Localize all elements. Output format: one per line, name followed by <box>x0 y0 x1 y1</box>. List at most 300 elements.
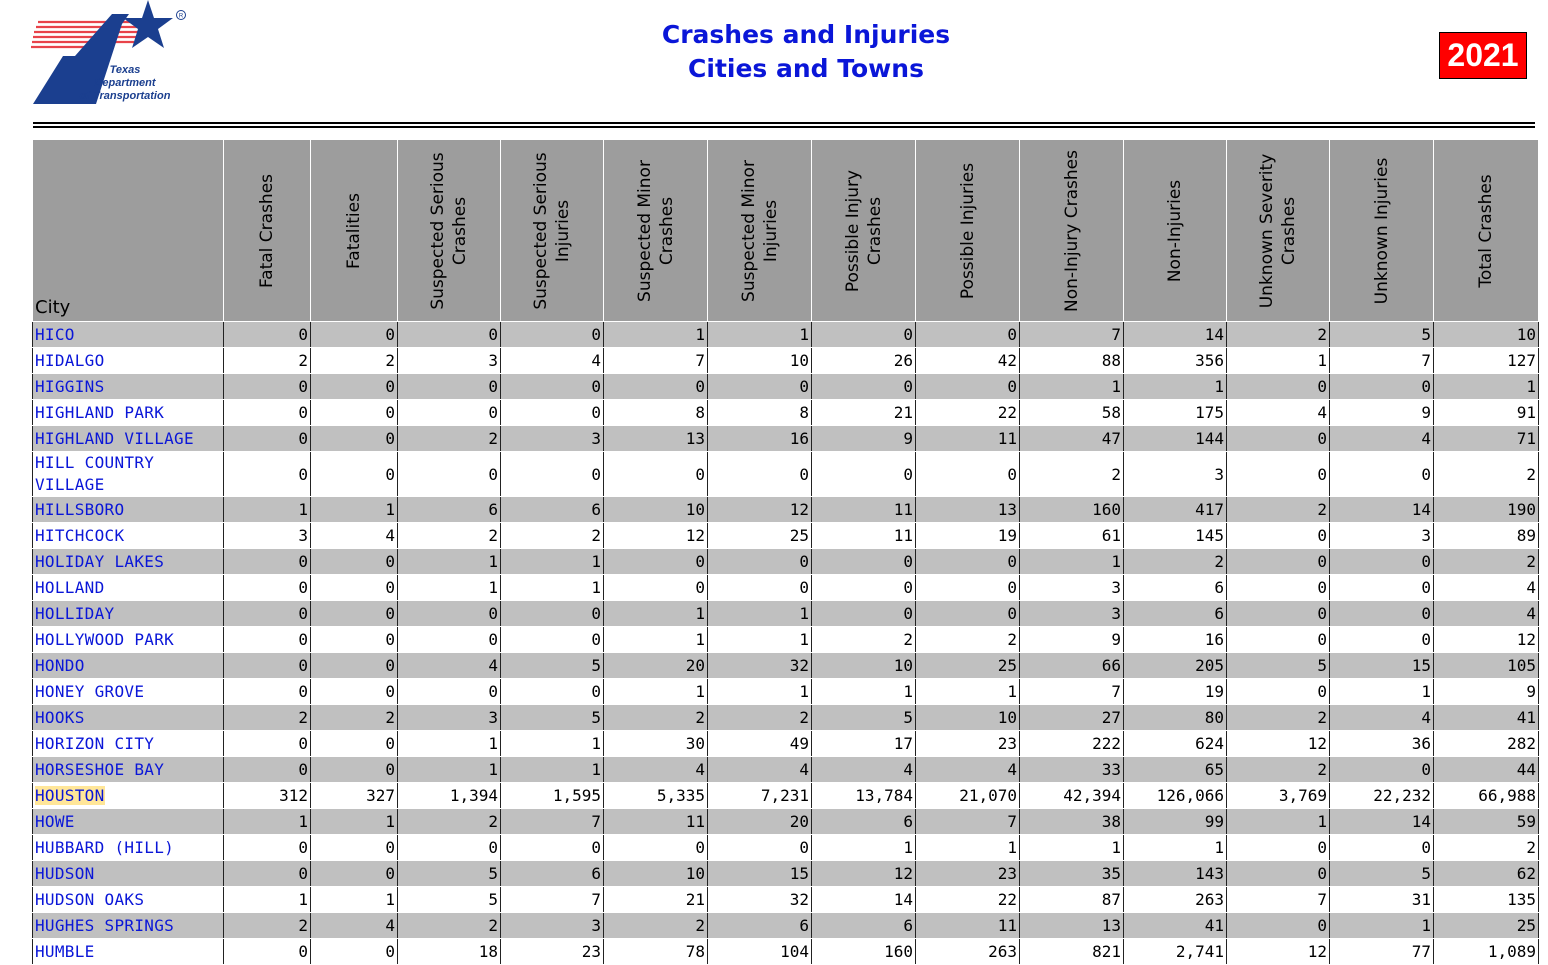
data-cell: 1 <box>812 835 916 861</box>
column-header-suspected-minor-injuries[interactable] <box>708 140 812 322</box>
data-cell: 624 <box>1124 731 1227 757</box>
data-cell: 2,741 <box>1124 939 1227 965</box>
city-link[interactable]: HUDSON OAKS <box>35 889 145 909</box>
data-cell: 0 <box>1330 374 1434 400</box>
data-cell: 1 <box>311 809 398 835</box>
column-header-label: Unknown Severity Crashes <box>1257 153 1299 308</box>
table-row <box>33 627 1539 653</box>
data-cell: 2 <box>1124 549 1227 575</box>
data-cell: 1 <box>1124 374 1227 400</box>
data-cell: 3,769 <box>1227 783 1330 809</box>
data-cell: 7 <box>604 348 708 374</box>
data-cell: 0 <box>501 627 604 653</box>
data-cell: 59 <box>1434 809 1539 835</box>
data-cell: 1 <box>224 809 311 835</box>
city-link[interactable]: HOLLYWOOD PARK <box>35 629 175 649</box>
data-cell: 42,394 <box>1020 783 1124 809</box>
data-cell: 5,335 <box>604 783 708 809</box>
data-cell: 105 <box>1434 653 1539 679</box>
data-cell: 61 <box>1020 523 1124 549</box>
data-cell: 23 <box>916 861 1020 887</box>
data-cell: 0 <box>501 679 604 705</box>
data-cell: 0 <box>812 601 916 627</box>
crash-data-table <box>32 140 1539 965</box>
data-cell: 9 <box>1020 627 1124 653</box>
table-row <box>33 400 1539 426</box>
table-row <box>33 757 1539 783</box>
data-cell: 0 <box>224 731 311 757</box>
column-header-label: Possible Injuries <box>957 162 978 299</box>
data-cell: 0 <box>398 400 501 426</box>
data-cell: 10 <box>604 497 708 523</box>
data-cell: 9 <box>1330 400 1434 426</box>
data-cell: 49 <box>708 731 812 757</box>
data-cell: 5 <box>501 653 604 679</box>
table-row <box>33 679 1539 705</box>
column-header-fatal-crashes[interactable] <box>224 140 311 322</box>
data-cell: 1 <box>398 549 501 575</box>
table-row <box>33 348 1539 374</box>
data-cell: 16 <box>708 426 812 452</box>
data-cell: 3 <box>501 426 604 452</box>
data-cell: 16 <box>1124 627 1227 653</box>
data-cell: 0 <box>1227 835 1330 861</box>
data-cell: 15 <box>1330 653 1434 679</box>
data-cell: 4 <box>1434 601 1539 627</box>
city-link[interactable]: HOOKS <box>35 707 85 727</box>
data-cell: 11 <box>604 809 708 835</box>
table-row <box>33 783 1539 809</box>
city-cell <box>33 913 224 939</box>
data-cell: 2 <box>1434 549 1539 575</box>
data-cell: 22,232 <box>1330 783 1434 809</box>
data-cell: 1 <box>708 322 812 348</box>
city-cell <box>33 705 224 731</box>
city-link[interactable]: HIGHLAND VILLAGE <box>35 428 194 448</box>
data-cell: 80 <box>1124 705 1227 731</box>
data-cell: 0 <box>1330 452 1434 497</box>
column-header-label: Fatal Crashes <box>257 173 277 288</box>
data-cell: 19 <box>1124 679 1227 705</box>
data-cell: 0 <box>311 627 398 653</box>
data-cell: 13 <box>604 426 708 452</box>
data-cell: 1 <box>398 757 501 783</box>
data-cell: 78 <box>604 939 708 965</box>
logo-line-2: Department <box>94 77 156 89</box>
data-cell: 10 <box>916 705 1020 731</box>
data-cell: 135 <box>1434 887 1539 913</box>
data-cell: 0 <box>224 939 311 965</box>
data-cell: 143 <box>1124 861 1227 887</box>
column-header-city[interactable]: City <box>33 140 224 322</box>
data-cell: 8 <box>604 400 708 426</box>
column-header-non-injuries[interactable] <box>1124 140 1227 322</box>
city-cell <box>33 731 224 757</box>
city-cell <box>33 835 224 861</box>
data-cell: 2 <box>1227 497 1330 523</box>
city-link[interactable]: HICO <box>35 324 75 344</box>
data-cell: 6 <box>1124 575 1227 601</box>
data-cell: 6 <box>812 913 916 939</box>
data-cell: 11 <box>916 913 1020 939</box>
data-cell: 0 <box>1227 601 1330 627</box>
column-header-label: Total Crashes <box>1476 173 1496 288</box>
data-cell: 0 <box>1227 627 1330 653</box>
data-cell: 4 <box>708 757 812 783</box>
column-header-unknown-injuries[interactable] <box>1330 140 1434 322</box>
data-cell: 2 <box>1434 835 1539 861</box>
column-header-label: Possible Injury Crashes <box>842 169 885 292</box>
data-cell: 4 <box>1227 400 1330 426</box>
data-cell: 205 <box>1124 653 1227 679</box>
data-cell: 22 <box>916 400 1020 426</box>
data-cell: 2 <box>604 705 708 731</box>
data-cell: 27 <box>1020 705 1124 731</box>
city-link[interactable]: HOLIDAY LAKES <box>35 551 165 571</box>
data-cell: 10 <box>604 861 708 887</box>
city-cell <box>33 783 224 809</box>
city-link[interactable]: HIDALGO <box>35 350 105 370</box>
data-cell: 2 <box>1020 452 1124 497</box>
svg-text:R: R <box>178 13 184 20</box>
column-header-label: Suspected Serious Injuries <box>531 151 573 310</box>
table-row <box>33 426 1539 452</box>
data-cell: 4 <box>311 523 398 549</box>
data-cell: 47 <box>1020 426 1124 452</box>
city-cell <box>33 452 224 497</box>
city-link[interactable]: HUDSON <box>35 863 95 883</box>
city-link[interactable]: HOLLAND <box>35 577 105 597</box>
column-header-suspected-serious-crashes[interactable] <box>398 140 501 322</box>
data-cell: 2 <box>224 348 311 374</box>
data-cell: 0 <box>311 400 398 426</box>
data-cell: 6 <box>501 497 604 523</box>
data-cell: 0 <box>311 653 398 679</box>
data-cell: 66 <box>1020 653 1124 679</box>
data-cell: 1 <box>311 887 398 913</box>
data-cell: 0 <box>1330 627 1434 653</box>
data-cell: 21,070 <box>916 783 1020 809</box>
data-cell: 0 <box>224 549 311 575</box>
city-link[interactable]: HUGHES SPRINGS <box>35 915 175 935</box>
data-cell: 0 <box>1227 861 1330 887</box>
data-cell: 12 <box>1227 731 1330 757</box>
header-divider-bottom <box>33 126 1535 128</box>
data-cell: 0 <box>1227 523 1330 549</box>
data-cell: 25 <box>1434 913 1539 939</box>
data-cell: 17 <box>812 731 916 757</box>
data-cell: 0 <box>1227 452 1330 497</box>
data-cell: 12 <box>1434 627 1539 653</box>
data-cell: 2 <box>812 627 916 653</box>
data-cell: 0 <box>1330 549 1434 575</box>
data-cell: 91 <box>1434 400 1539 426</box>
data-cell: 12 <box>708 497 812 523</box>
data-cell: 0 <box>311 549 398 575</box>
data-cell: 0 <box>501 322 604 348</box>
data-cell: 7 <box>501 887 604 913</box>
data-cell: 0 <box>398 322 501 348</box>
data-cell: 41 <box>1124 913 1227 939</box>
data-cell: 2 <box>501 523 604 549</box>
data-cell: 6 <box>708 913 812 939</box>
data-cell: 2 <box>224 705 311 731</box>
data-cell: 0 <box>1227 679 1330 705</box>
table-row <box>33 575 1539 601</box>
data-cell: 144 <box>1124 426 1227 452</box>
city-link[interactable]: HONEY GROVE <box>35 681 145 701</box>
data-cell: 77 <box>1330 939 1434 965</box>
data-cell: 160 <box>812 939 916 965</box>
city-link[interactable]: HIGHLAND PARK <box>35 402 165 422</box>
data-cell: 0 <box>224 575 311 601</box>
data-cell: 2 <box>1227 705 1330 731</box>
data-cell: 0 <box>311 374 398 400</box>
data-cell: 20 <box>708 809 812 835</box>
data-cell: 1 <box>1330 913 1434 939</box>
data-cell: 0 <box>224 653 311 679</box>
data-cell: 0 <box>224 322 311 348</box>
data-cell: 14 <box>812 887 916 913</box>
data-cell: 0 <box>604 452 708 497</box>
data-cell: 62 <box>1434 861 1539 887</box>
city-link[interactable]: HOLLIDAY <box>35 603 115 623</box>
data-cell: 2 <box>224 913 311 939</box>
data-cell: 0 <box>1227 913 1330 939</box>
data-cell: 7 <box>916 809 1020 835</box>
logo-text <box>70 64 180 103</box>
year-badge: 2021 <box>1439 32 1527 79</box>
data-cell: 0 <box>311 939 398 965</box>
data-cell: 0 <box>916 549 1020 575</box>
data-cell: 0 <box>501 374 604 400</box>
data-cell: 1 <box>1124 835 1227 861</box>
data-cell: 89 <box>1434 523 1539 549</box>
data-cell: 2 <box>398 426 501 452</box>
data-cell: 2 <box>311 705 398 731</box>
data-cell: 4 <box>1434 575 1539 601</box>
data-cell: 0 <box>604 575 708 601</box>
data-cell: 0 <box>224 426 311 452</box>
data-cell: 7 <box>1227 887 1330 913</box>
data-cell: 23 <box>916 731 1020 757</box>
data-cell: 5 <box>812 705 916 731</box>
data-cell: 88 <box>1020 348 1124 374</box>
data-cell: 14 <box>1124 322 1227 348</box>
data-cell: 21 <box>604 887 708 913</box>
header-divider-top <box>33 122 1535 124</box>
city-link[interactable]: HILLSBORO <box>35 499 125 519</box>
column-header-label: Suspected Minor Injuries <box>738 159 781 302</box>
data-cell: 2 <box>1227 757 1330 783</box>
city-link[interactable]: HUBBARD (HILL) <box>35 837 175 857</box>
data-cell: 6 <box>812 809 916 835</box>
data-cell: 36 <box>1330 731 1434 757</box>
column-header-label: Unknown Injuries <box>1371 157 1392 304</box>
data-cell: 0 <box>708 549 812 575</box>
data-cell: 35 <box>1020 861 1124 887</box>
data-cell: 12 <box>1227 939 1330 965</box>
data-cell: 222 <box>1020 731 1124 757</box>
data-cell: 6 <box>1124 601 1227 627</box>
data-cell: 14 <box>1330 497 1434 523</box>
data-cell: 58 <box>1020 400 1124 426</box>
table-row <box>33 601 1539 627</box>
data-cell: 0 <box>1227 374 1330 400</box>
data-cell: 104 <box>708 939 812 965</box>
data-cell: 0 <box>916 575 1020 601</box>
data-cell: 0 <box>311 757 398 783</box>
data-cell: 0 <box>311 452 398 497</box>
data-cell: 0 <box>1330 757 1434 783</box>
city-cell <box>33 679 224 705</box>
column-header-label: Suspected Minor Crashes <box>634 159 677 302</box>
data-cell: 0 <box>224 835 311 861</box>
data-cell: 5 <box>398 861 501 887</box>
table-row <box>33 939 1539 965</box>
data-cell: 0 <box>916 452 1020 497</box>
data-cell: 3 <box>1124 452 1227 497</box>
data-cell: 13,784 <box>812 783 916 809</box>
data-cell: 6 <box>501 861 604 887</box>
city-cell <box>33 549 224 575</box>
data-cell: 0 <box>311 426 398 452</box>
city-link[interactable]: HONDO <box>35 655 85 675</box>
city-cell <box>33 601 224 627</box>
data-cell: 0 <box>398 374 501 400</box>
data-cell: 22 <box>916 887 1020 913</box>
data-cell: 0 <box>501 601 604 627</box>
city-cell <box>33 348 224 374</box>
data-cell: 1 <box>501 549 604 575</box>
page-title <box>560 18 1052 86</box>
column-header-fatalities[interactable] <box>311 140 398 322</box>
column-header-possible-injuries[interactable] <box>916 140 1020 322</box>
data-cell: 0 <box>916 322 1020 348</box>
data-cell: 2 <box>1434 452 1539 497</box>
data-cell: 1 <box>1330 679 1434 705</box>
data-cell: 0 <box>398 835 501 861</box>
data-cell: 5 <box>1330 322 1434 348</box>
city-link[interactable]: HORSESHOE BAY <box>35 759 165 779</box>
data-cell: 32 <box>708 887 812 913</box>
data-cell: 126,066 <box>1124 783 1227 809</box>
data-cell: 3 <box>398 348 501 374</box>
city-link[interactable]: HIGGINS <box>35 376 105 396</box>
data-cell: 11 <box>812 497 916 523</box>
data-cell: 417 <box>1124 497 1227 523</box>
data-cell: 0 <box>708 575 812 601</box>
column-header-total-crashes[interactable] <box>1434 140 1539 322</box>
column-header-label: Fatalities <box>344 192 364 269</box>
city-cell <box>33 322 224 348</box>
column-header-possible-injury-crashes[interactable] <box>812 140 916 322</box>
data-cell: 1 <box>398 731 501 757</box>
data-cell: 5 <box>1227 653 1330 679</box>
data-cell: 66,988 <box>1434 783 1539 809</box>
data-cell: 1 <box>604 679 708 705</box>
data-cell: 7 <box>501 809 604 835</box>
data-cell: 13 <box>1020 913 1124 939</box>
data-cell: 0 <box>311 601 398 627</box>
data-cell: 263 <box>916 939 1020 965</box>
data-cell: 0 <box>1227 426 1330 452</box>
data-cell: 1 <box>708 627 812 653</box>
city-link[interactable]: HORIZON CITY <box>35 733 155 753</box>
data-cell: 0 <box>224 400 311 426</box>
data-cell: 3 <box>224 523 311 549</box>
data-cell: 0 <box>812 452 916 497</box>
data-cell: 0 <box>224 861 311 887</box>
data-cell: 2 <box>398 809 501 835</box>
table-row <box>33 835 1539 861</box>
data-cell: 1 <box>916 835 1020 861</box>
city-link[interactable]: HOWE <box>35 811 75 831</box>
data-cell: 312 <box>224 783 311 809</box>
data-cell: 0 <box>1330 835 1434 861</box>
data-cell: 12 <box>812 861 916 887</box>
data-cell: 1 <box>1227 809 1330 835</box>
data-cell: 1,394 <box>398 783 501 809</box>
column-header-suspected-serious-injuries[interactable] <box>501 140 604 322</box>
city-link[interactable]: HUMBLE <box>35 941 95 961</box>
data-cell: 2 <box>1227 322 1330 348</box>
data-cell: 2 <box>398 913 501 939</box>
data-cell: 38 <box>1020 809 1124 835</box>
data-cell: 23 <box>501 939 604 965</box>
table-row <box>33 523 1539 549</box>
column-header-unknown-severity-crashes[interactable] <box>1227 140 1330 322</box>
column-header-label: Non-Injury Crashes <box>1061 149 1082 312</box>
data-cell: 0 <box>398 679 501 705</box>
data-cell: 14 <box>1330 809 1434 835</box>
column-header-suspected-minor-crashes[interactable] <box>604 140 708 322</box>
data-cell: 1 <box>224 887 311 913</box>
data-cell: 1,595 <box>501 783 604 809</box>
data-cell: 44 <box>1434 757 1539 783</box>
data-cell: 1 <box>501 731 604 757</box>
data-cell: 0 <box>812 549 916 575</box>
data-cell: 7,231 <box>708 783 812 809</box>
data-cell: 0 <box>501 835 604 861</box>
data-cell: 41 <box>1434 705 1539 731</box>
data-cell: 7 <box>1330 348 1434 374</box>
data-cell: 10 <box>1434 322 1539 348</box>
data-cell: 1 <box>311 497 398 523</box>
data-cell: 20 <box>604 653 708 679</box>
data-cell: 0 <box>311 679 398 705</box>
data-cell: 25 <box>708 523 812 549</box>
title-line-1: Crashes and Injuries <box>661 20 951 49</box>
city-cell <box>33 939 224 965</box>
data-cell: 1 <box>1020 374 1124 400</box>
city-link[interactable]: HOUSTON <box>35 785 105 805</box>
city-link[interactable]: HILL COUNTRY VILLAGE <box>35 453 155 494</box>
data-cell: 13 <box>916 497 1020 523</box>
data-cell: 9 <box>1434 679 1539 705</box>
data-cell: 0 <box>224 374 311 400</box>
data-cell: 11 <box>916 426 1020 452</box>
table-row <box>33 549 1539 575</box>
data-cell: 3 <box>1020 601 1124 627</box>
data-cell: 4 <box>501 348 604 374</box>
city-link[interactable]: HITCHCOCK <box>35 525 125 545</box>
data-cell: 0 <box>812 322 916 348</box>
data-cell: 160 <box>1020 497 1124 523</box>
logo-line-1: Texas <box>109 64 141 76</box>
data-cell: 2 <box>398 523 501 549</box>
column-header-non-injury-crashes[interactable] <box>1020 140 1124 322</box>
